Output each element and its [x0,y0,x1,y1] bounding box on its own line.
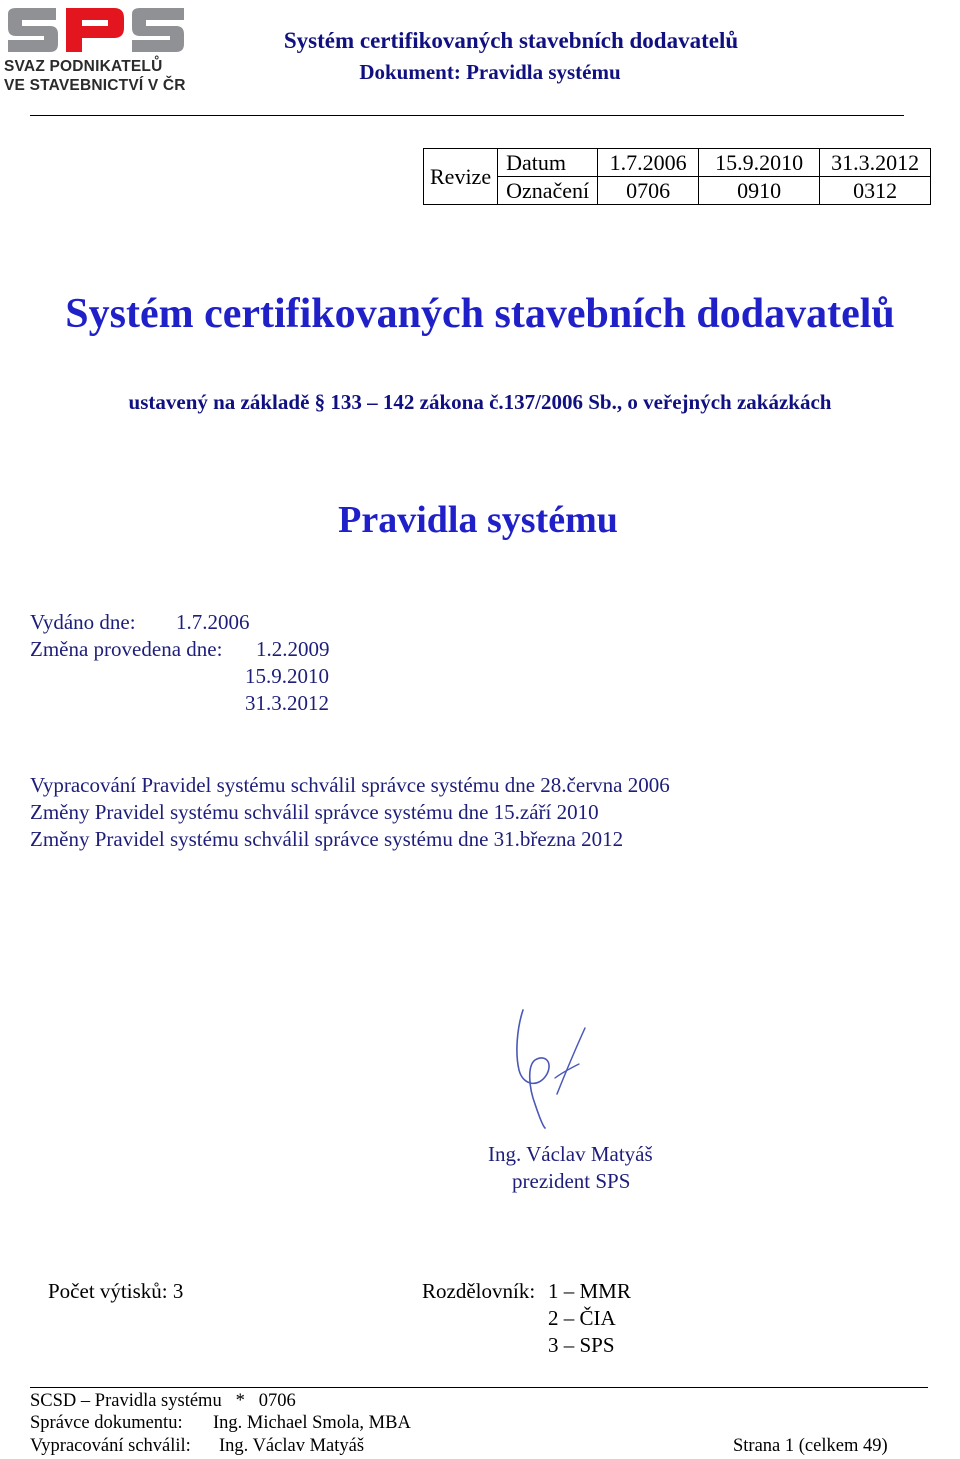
distribution-item-2: 2 – ČIA [548,1306,616,1330]
issued-label: Vydáno dne: [30,610,136,634]
revision-row-dates [424,149,931,177]
revision-code-3: 0312 [820,177,931,205]
footer-page-number: Strana 1 (celkem 49) [733,1436,888,1456]
footer-rule [30,1387,928,1388]
change-label: Změna provedena dne: [30,637,223,661]
header-subtitle: Dokument: Pravidla systému [359,60,621,84]
change-date-2: 15.9.2010 [245,664,329,688]
footer-approver-label: Vypracování schválil: [30,1436,191,1456]
revision-date-label: Datum [498,149,598,177]
distribution-label: Rozdělovník: [422,1279,536,1303]
revision-code-2: 0910 [699,177,820,205]
header-rule [30,115,904,116]
approval-1: Vypracování Pravidel systému schválil správce systému dne 28.června 2006 [30,773,670,797]
footer-doc-id: SCSD – Pravidla systému * 0706 [30,1391,296,1411]
revision-code-1: 0706 [598,177,699,205]
logo-line-1: SVAZ PODNIKATELŮ [4,58,163,75]
header-title: Systém certifikovaných stavebních dodavatelů [283,28,739,53]
footer-manager-label: Správce dokumentu: [30,1413,183,1433]
sps-logo-mark [4,6,188,56]
issued-date: 1.7.2006 [176,610,250,634]
footer-manager-name: Ing. Michael Smola, MBA [213,1413,411,1433]
revision-date-1: 1.7.2006 [598,149,699,177]
approval-3: Změny Pravidel systému schválil správce systému dne 31.března 2012 [30,827,624,851]
main-title: Systém certifikovaných stavebních dodavatelů [65,291,895,337]
document-title: Pravidla systému [338,499,618,541]
approval-2: Změny Pravidel systému schválil správce systému dne 15.září 2010 [30,800,599,824]
distribution-item-3: 3 – SPS [548,1333,615,1357]
change-date-3: 31.3.2012 [245,691,329,715]
revision-label: Revize [424,149,498,205]
signatory-name: Ing. Václav Matyáš [488,1142,653,1166]
signatory-role: prezident SPS [512,1169,631,1193]
copies-count: Počet výtisků: 3 [48,1279,184,1303]
revision-date-3: 31.3.2012 [820,149,931,177]
logo-line-2: VE STAVEBNICTVÍ V ČR [4,77,186,94]
legal-basis: ustavený na základě § 133 – 142 zákona č.137/2006 Sb., o veřejných zakázkách [128,390,832,414]
change-date-1: 1.2.2009 [256,637,330,661]
handwritten-signature [505,998,615,1133]
revision-table [423,148,931,205]
sps-logo [4,6,188,98]
revision-code-label: Označení [498,177,598,205]
footer-approver-name: Ing. Václav Matyáš [219,1436,365,1456]
revision-date-2: 15.9.2010 [699,149,820,177]
distribution-item-1: 1 – MMR [548,1279,631,1303]
revision-row-codes [424,177,931,205]
